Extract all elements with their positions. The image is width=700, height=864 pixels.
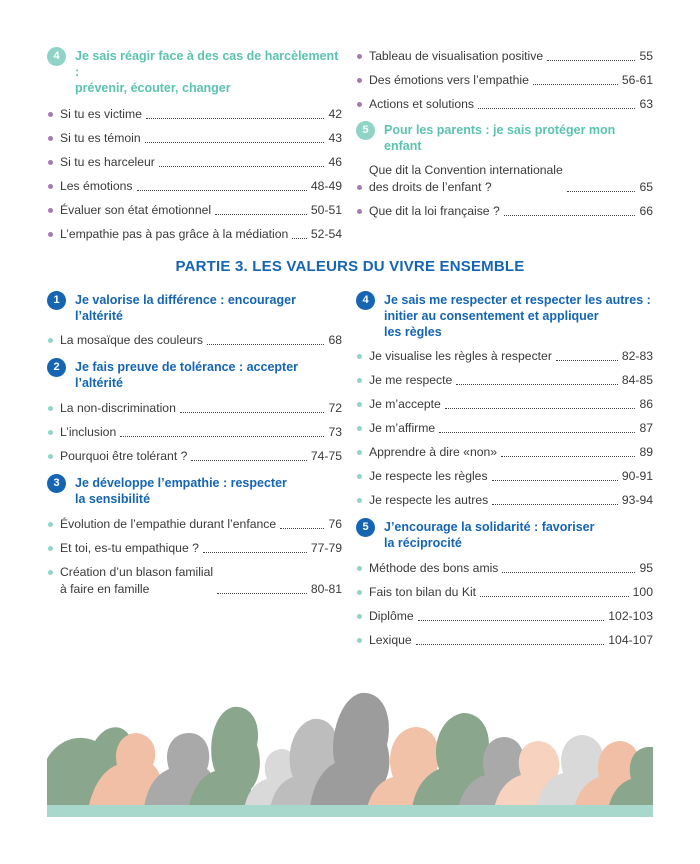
entry-label: Si tu es victime [60, 107, 142, 121]
section-title-line: prévenir, écouter, changer [75, 81, 231, 95]
entry-label: La non-discrimination [60, 401, 176, 415]
bullet-dot [48, 184, 53, 189]
entry-page: 55 [639, 49, 653, 63]
toc-entry[interactable] [47, 130, 342, 147]
entry-page: 65 [639, 180, 653, 194]
toc-entry[interactable] [47, 226, 342, 243]
entry-label: L’empathie pas à pas grâce à la médiation [60, 227, 289, 241]
toc-entry[interactable] [356, 420, 653, 437]
entry-label: L’inclusion [60, 425, 117, 439]
entry-page: 95 [639, 561, 653, 575]
toc-entry[interactable] [47, 154, 342, 171]
part2-right-column [356, 48, 653, 220]
toc-entry[interactable] [356, 48, 653, 65]
toc-entry[interactable] [356, 608, 653, 625]
silhouettes-svg [47, 689, 653, 817]
dot-leader [478, 108, 635, 109]
part2-left-column [47, 48, 342, 243]
bullet-dot [357, 498, 362, 503]
entry-page: 87 [639, 421, 653, 435]
section-2-heading[interactable] [47, 359, 342, 391]
entry-page: 42 [328, 107, 342, 121]
dot-leader [439, 432, 635, 433]
bullet-dot [357, 78, 362, 83]
toc-entry[interactable] [356, 372, 653, 389]
dot-leader [215, 214, 307, 215]
section-title-line: Je sais me respecter et respecter les autres : [384, 293, 651, 307]
crowd-silhouettes-illustration [47, 689, 653, 817]
section-title-line: Pour les parents : je sais protéger mon enfant [384, 123, 616, 153]
entry-label: Je me respecte [369, 373, 453, 387]
entry-page: 82-83 [621, 349, 653, 363]
entry-page: 104-107 [608, 633, 653, 647]
dot-leader [203, 552, 307, 553]
bullet-dot [48, 570, 53, 575]
toc-entry[interactable] [356, 560, 653, 577]
part3-left-column [47, 292, 342, 598]
entry-label: Diplôme [369, 609, 414, 623]
silhouette-heads [47, 693, 653, 817]
bullet-dot [48, 136, 53, 141]
section-number-badge: 1 [47, 291, 66, 310]
section-title-line: Je sais réagir face à des cas de harcèlement : [75, 49, 339, 79]
entry-label: Je visualise les règles à respecter [369, 349, 552, 363]
dot-leader [480, 596, 629, 597]
illustration-floor-band [47, 805, 653, 817]
bullet-dot [48, 522, 53, 527]
toc-entry[interactable] [356, 584, 653, 601]
bullet-dot [48, 546, 53, 551]
entry-label: Et toi, es-tu empathique ? [60, 541, 199, 555]
entry-page: 93-94 [621, 493, 653, 507]
dot-leader [145, 142, 325, 143]
bullet-dot [357, 426, 362, 431]
dot-leader [180, 412, 325, 413]
part3-right-column [356, 292, 653, 649]
bullet-dot [357, 590, 362, 595]
entry-page: 72 [328, 401, 342, 415]
entry-label: Évaluer son état émotionnel [60, 203, 212, 217]
entry-label: Je m’affirme [369, 421, 436, 435]
toc-entry[interactable] [47, 448, 342, 465]
entry-page: 68 [328, 333, 342, 347]
bullet-dot [48, 406, 53, 411]
section-title-line: les règles [384, 325, 442, 339]
toc-entry[interactable] [47, 564, 342, 598]
toc-entry[interactable] [356, 348, 653, 365]
section-number-badge: 5 [356, 121, 375, 140]
toc-entry[interactable] [356, 96, 653, 113]
section-title-line: la sensibilité [75, 492, 151, 506]
section-title-line: Je fais preuve de tolérance : accepter [75, 360, 299, 374]
bullet-dot [48, 338, 53, 343]
entry-label: Je m’accepte [369, 397, 441, 411]
dot-leader [416, 644, 605, 645]
dot-leader [492, 504, 618, 505]
section-5-heading[interactable] [356, 519, 653, 551]
dot-leader [191, 460, 306, 461]
entry-page: 66 [639, 204, 653, 218]
bullet-dot [48, 430, 53, 435]
dot-leader [146, 118, 324, 119]
entry-label: Apprendre à dire «non» [369, 445, 498, 459]
entry-page: 77-79 [310, 541, 342, 555]
entry-page: 56-61 [621, 73, 653, 87]
toc-entry[interactable] [47, 516, 342, 533]
section-title-line: initier au consentement et appliquer [384, 309, 599, 323]
bullet-dot [357, 566, 362, 571]
toc-entry[interactable] [356, 203, 653, 220]
bullet-dot [48, 232, 53, 237]
section-title-line: Je développe l’empathie : respecter [75, 476, 287, 490]
section-title-line: la réciprocité [384, 536, 462, 550]
dot-leader [418, 620, 605, 621]
section-number-badge: 2 [47, 358, 66, 377]
entry-label: Pourquoi être tolérant ? [60, 449, 188, 463]
dot-leader [217, 593, 307, 594]
section-4-heading[interactable] [47, 48, 342, 96]
entry-label: Fais ton bilan du Kit [369, 585, 477, 599]
entry-page: 48-49 [310, 179, 342, 193]
entry-page: 46 [328, 155, 342, 169]
bullet-dot [48, 112, 53, 117]
entry-label: Si tu es harceleur [60, 155, 155, 169]
toc-entry[interactable] [356, 72, 653, 89]
bullet-dot [357, 378, 362, 383]
toc-entry[interactable] [356, 468, 653, 485]
entry-label: Des émotions vers l’empathie [369, 73, 529, 87]
bullet-dot [48, 160, 53, 165]
toc-entry[interactable] [356, 492, 653, 509]
bullet-dot [357, 54, 362, 59]
dot-leader [207, 344, 324, 345]
entry-page: 76 [328, 517, 342, 531]
entry-page: 102-103 [608, 609, 653, 623]
bullet-dot [357, 209, 362, 214]
section-title-line: J’encourage la solidarité : favoriser [384, 520, 595, 534]
entry-page: 50-51 [310, 203, 342, 217]
dot-leader [501, 456, 635, 457]
entry-label: Je respecte les règles [369, 469, 488, 483]
bullet-dot [357, 474, 362, 479]
entry-label: Méthode des bons amis [369, 561, 499, 575]
toc-entry[interactable] [47, 400, 342, 417]
dot-leader [292, 238, 307, 239]
section-title-line: Je valorise la différence : encourager [75, 293, 296, 307]
bullet-dot [357, 185, 362, 190]
bullet-dot [357, 402, 362, 407]
entry-page: 74-75 [310, 449, 342, 463]
toc-entry[interactable] [47, 106, 342, 123]
toc-entry[interactable] [47, 424, 342, 441]
toc-entry[interactable] [47, 332, 342, 349]
entry-page: 73 [328, 425, 342, 439]
entry-page: 84-85 [621, 373, 653, 387]
dot-leader [280, 528, 324, 529]
entry-label: Création d’un blason familial à faire en famille [60, 565, 214, 596]
section-1-heading[interactable] [47, 292, 342, 324]
entry-page: 80-81 [310, 582, 342, 596]
entry-page: 100 [632, 585, 653, 599]
section-number-badge: 3 [47, 474, 66, 493]
bullet-dot [357, 450, 362, 455]
section-4-heading[interactable] [356, 292, 653, 340]
section-number-badge: 4 [47, 47, 66, 66]
bullet-dot [357, 638, 362, 643]
entry-label: Que dit la Convention internationale des droits de l’enfant ? [369, 163, 563, 194]
entry-page: 89 [639, 445, 653, 459]
bullet-dot [357, 614, 362, 619]
entry-label: Si tu es témoin [60, 131, 141, 145]
part-3-title: PARTIE 3. LES VALEURS DU VIVRE ENSEMBLE [175, 258, 525, 275]
toc-entry[interactable] [356, 632, 653, 649]
bullet-dot [357, 102, 362, 107]
dot-leader [120, 436, 324, 437]
section-number-badge: 5 [356, 518, 375, 537]
bullet-dot [48, 208, 53, 213]
dot-leader [137, 190, 307, 191]
dot-leader [445, 408, 636, 409]
dot-leader [456, 384, 618, 385]
entry-label: Tableau de visualisation positive [369, 49, 544, 63]
dot-leader [159, 166, 325, 167]
dot-leader [533, 84, 618, 85]
section-title-line: l’altérité [75, 309, 123, 323]
dot-leader [504, 215, 636, 216]
section-5-heading[interactable] [356, 122, 653, 154]
section-title-line: l’altérité [75, 376, 123, 390]
entry-label: Je respecte les autres [369, 493, 489, 507]
toc-entry[interactable] [356, 162, 653, 196]
entry-page: 90-91 [621, 469, 653, 483]
toc-entry[interactable] [356, 444, 653, 461]
dot-leader [567, 191, 636, 192]
entry-label: La mosaïque des couleurs [60, 333, 203, 347]
toc-entry[interactable] [356, 396, 653, 413]
entry-label: Évolution de l’empathie durant l’enfance [60, 517, 277, 531]
toc-entry[interactable] [47, 178, 342, 195]
entry-label: Que dit la loi française ? [369, 204, 500, 218]
entry-label: Actions et solutions [369, 97, 475, 111]
section-number-badge: 4 [356, 291, 375, 310]
dot-leader [547, 60, 635, 61]
dot-leader [556, 360, 618, 361]
entry-label: Les émotions [60, 179, 133, 193]
entry-label: Lexique [369, 633, 412, 647]
dot-leader [492, 480, 618, 481]
section-3-heading[interactable] [47, 475, 342, 507]
entry-page: 63 [639, 97, 653, 111]
entry-page: 52-54 [310, 227, 342, 241]
dot-leader [502, 572, 635, 573]
entry-page: 43 [328, 131, 342, 145]
entry-page: 86 [639, 397, 653, 411]
bullet-dot [357, 354, 362, 359]
bullet-dot [48, 454, 53, 459]
toc-entry[interactable] [47, 540, 342, 557]
toc-entry[interactable] [47, 202, 342, 219]
